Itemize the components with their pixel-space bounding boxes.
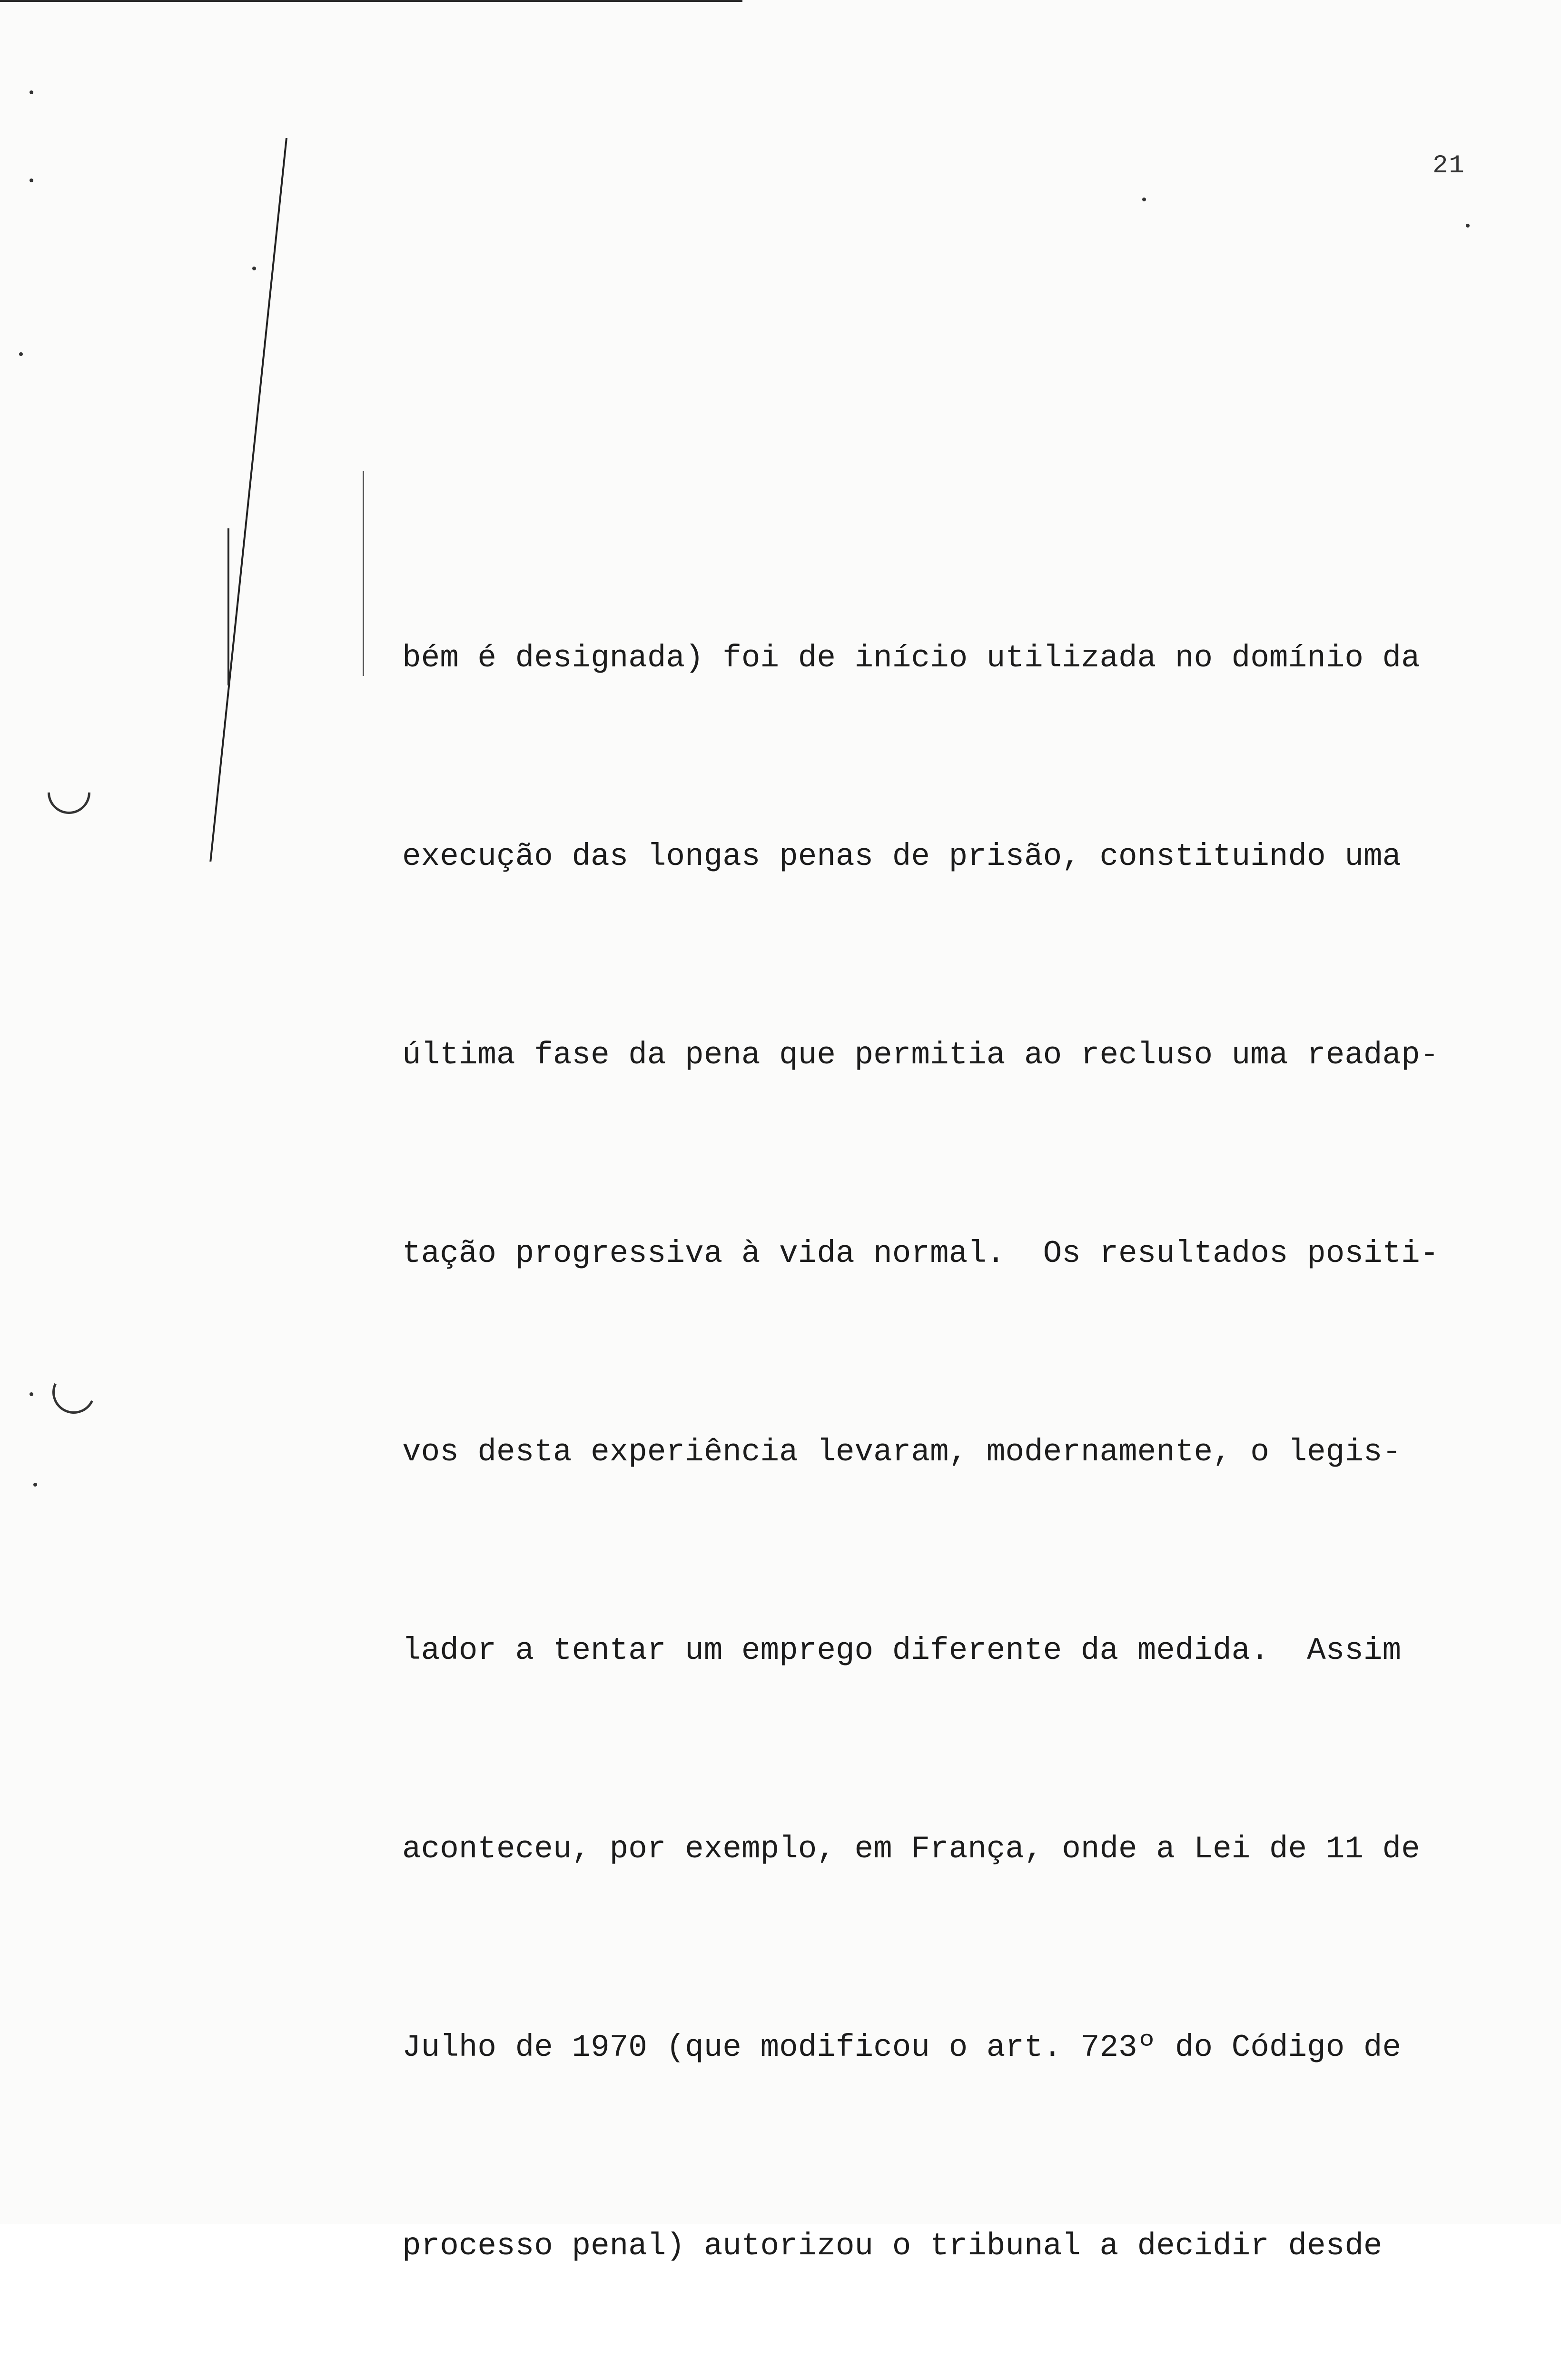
margin-dot: [30, 1392, 33, 1396]
margin-dot: [30, 178, 33, 182]
text-line: Julho de 1970 (que modificou o art. 723º do Código de: [402, 2030, 1402, 2065]
margin-vertical-line: [227, 528, 229, 685]
text-line: lador a tentar um emprego diferente da medida. Assim: [402, 1633, 1402, 1668]
margin-dot: [252, 267, 256, 270]
margin-dot: [19, 352, 23, 356]
margin-dot: [33, 1483, 37, 1487]
margin-scan-mark: [46, 1365, 101, 1419]
margin-dot: [30, 90, 33, 94]
top-scan-edge: [0, 0, 742, 2]
text-line: bém é designada) foi de início utilizada no domínio da: [402, 640, 1420, 676]
text-line: tação progressiva à vida normal. Os resultados positi-: [402, 1236, 1439, 1271]
text-line: última fase da pena que permitia ao recluso uma readap-: [402, 1037, 1439, 1073]
text-line: processo penal) autorizou o tribunal a decidir desde: [402, 2228, 1383, 2264]
text-line: aconteceu, por exemplo, em França, onde a Lei de 11 de: [402, 1831, 1420, 1867]
margin-dot: [1142, 198, 1146, 201]
margin-vertical-line: [209, 138, 287, 862]
margin-vertical-line: [363, 471, 364, 676]
margin-scan-mark: [39, 762, 99, 823]
body-text: [402, 493, 1478, 2380]
margin-dot: [1466, 224, 1470, 228]
text-line: execução das longas penas de prisão, constituindo uma: [402, 839, 1402, 874]
text-line: vos desta experiência levaram, modernamente, o legis-: [402, 1434, 1402, 1470]
page-number: 21: [1433, 151, 1465, 180]
